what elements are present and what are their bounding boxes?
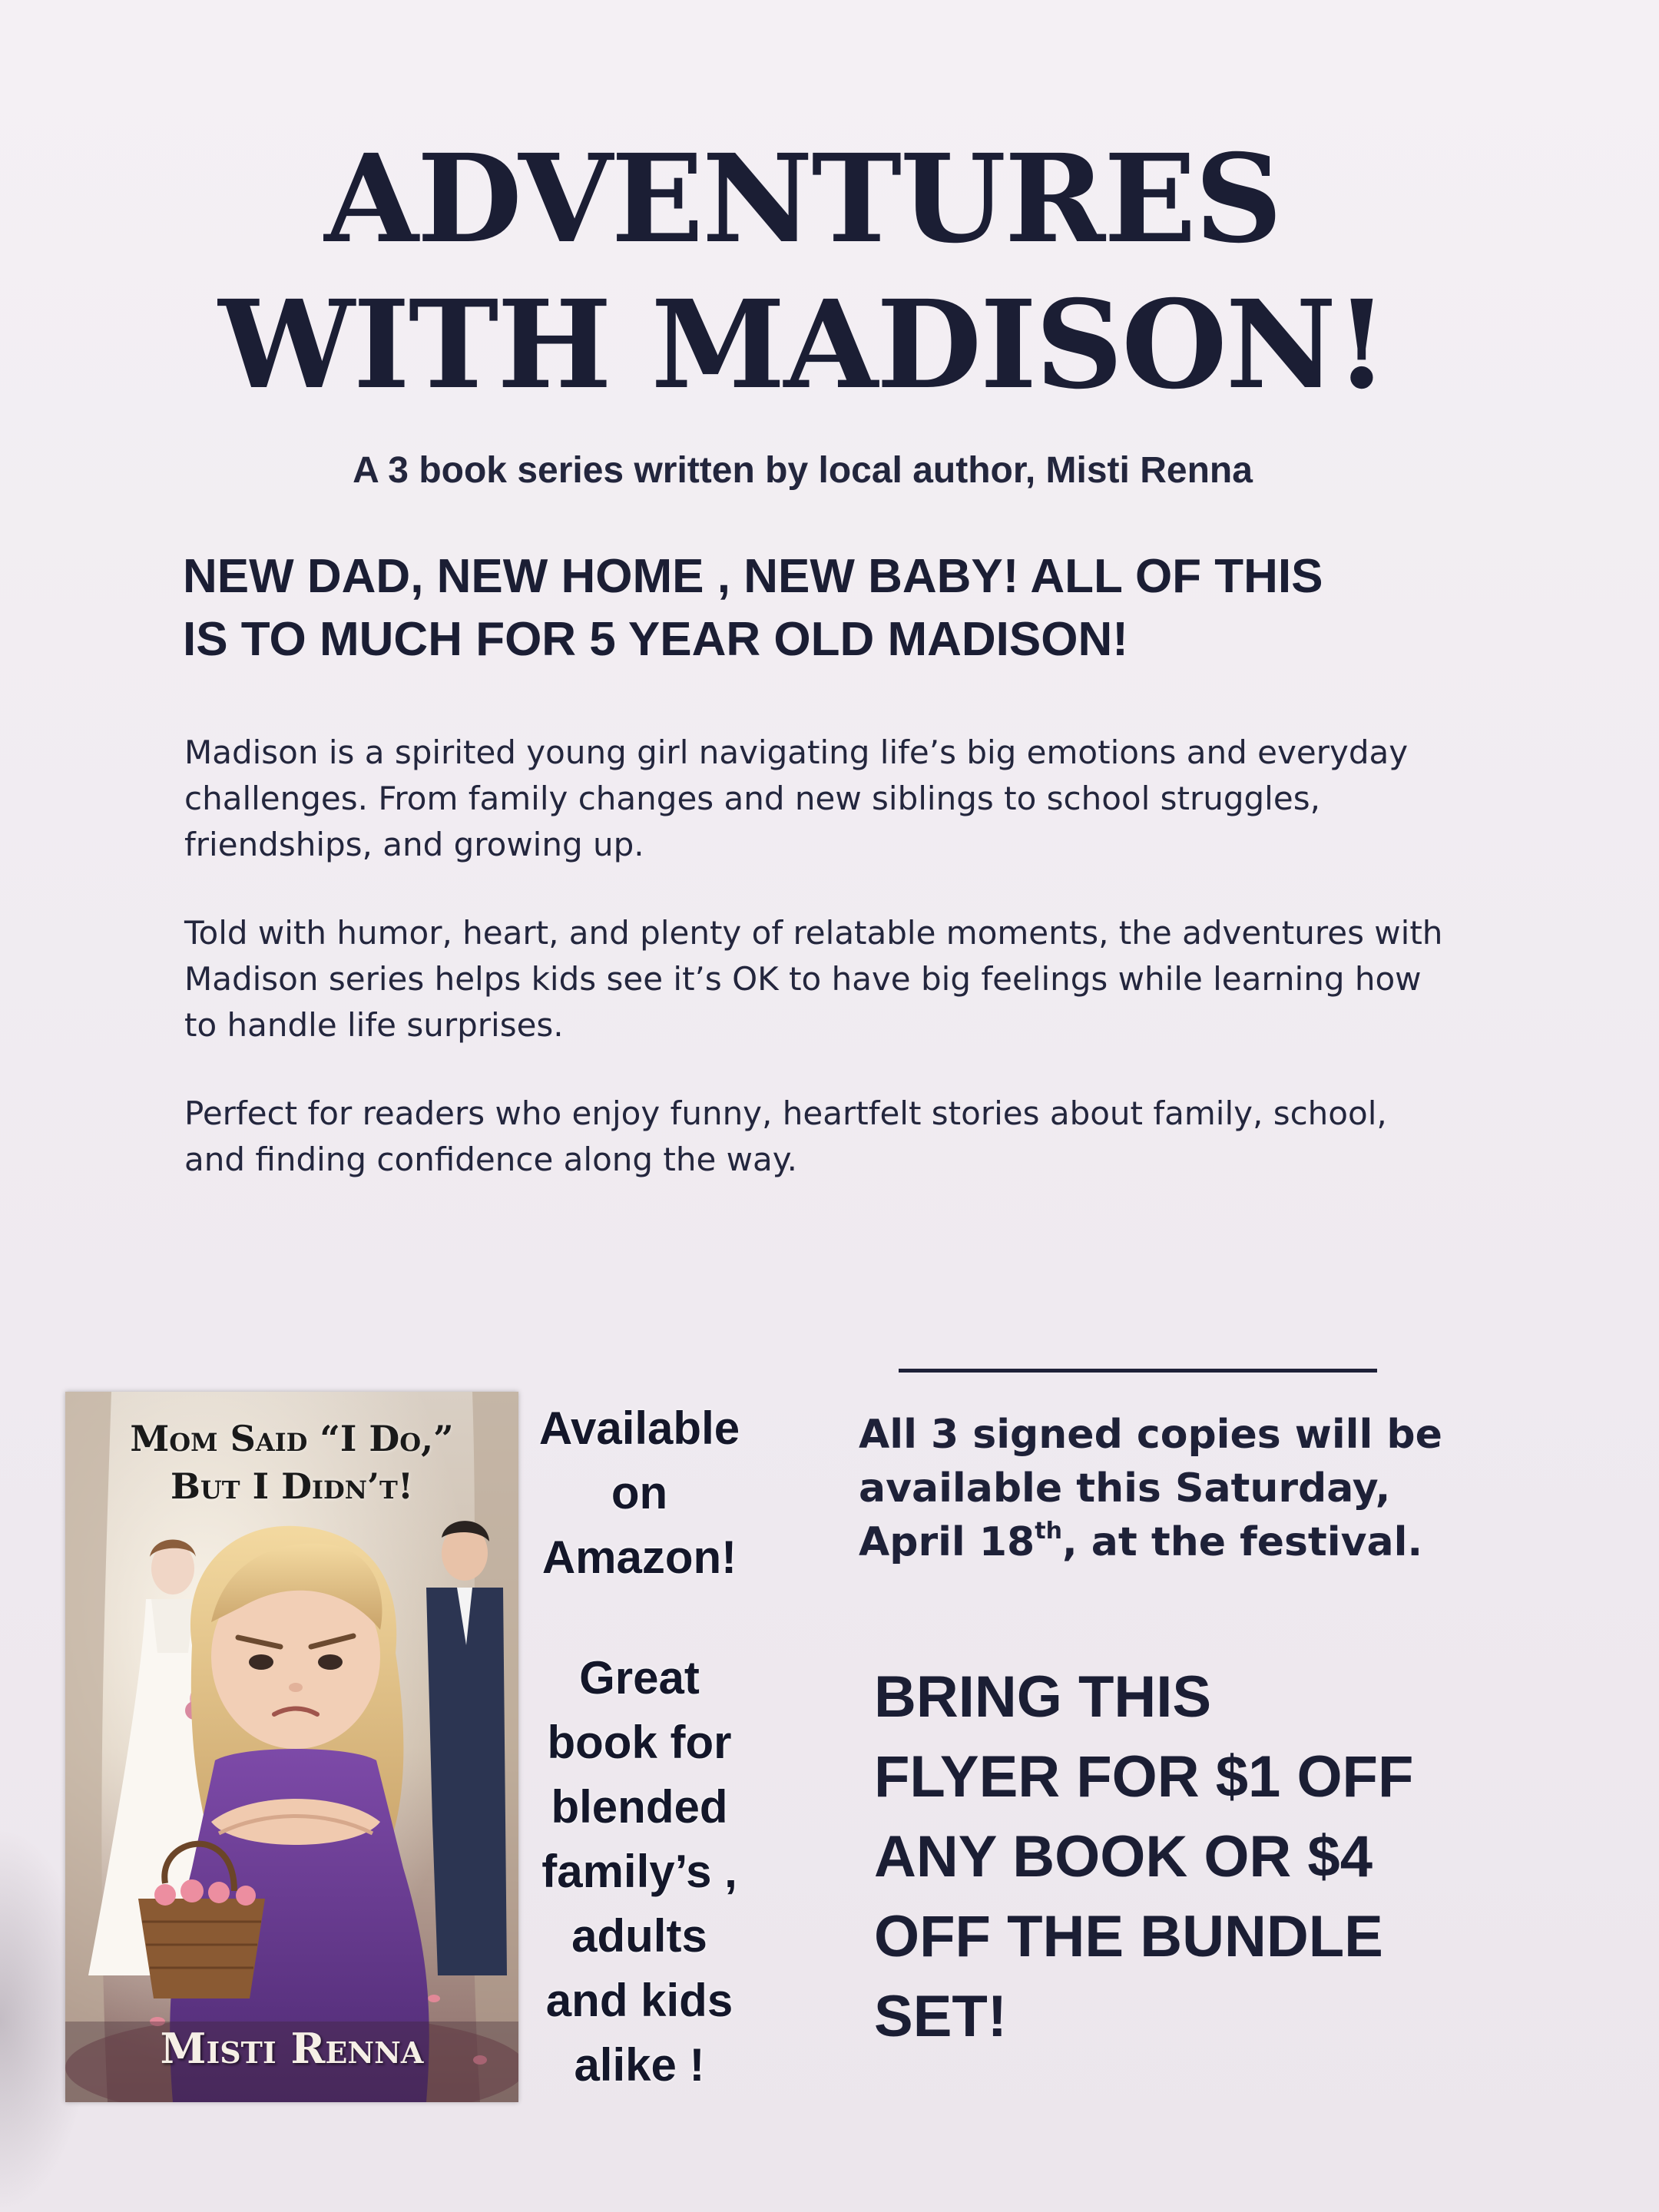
great-line-2: book for xyxy=(547,1717,732,1768)
signed-line-1: All 3 signed copies will be xyxy=(859,1412,1442,1458)
amazon-line-1: Available xyxy=(538,1402,740,1454)
book-cover-title-line-2: But I Didn’t! xyxy=(170,1465,414,1507)
discount-offer xyxy=(874,1657,1458,2057)
headline-line-2: IS TO MUCH FOR 5 YEAR OLD MADISON! xyxy=(183,613,1128,666)
great-line-7: alike ! xyxy=(574,2039,705,2091)
signed-date: April 18 xyxy=(859,1519,1035,1565)
great-line-1: Great xyxy=(579,1652,700,1704)
great-line-4: family’s , xyxy=(541,1846,737,1897)
flyer-headline xyxy=(183,545,1488,671)
title-line-1: ADVENTURES xyxy=(324,128,1281,270)
flyer-title xyxy=(0,127,1605,419)
book-cover-image xyxy=(65,1392,518,2102)
description-paragraph-1: Madison is a spirited young girl navigating life’s big emotions and everyday challenges. From family changes and new siblings to school struggles, friendships, and growing up. xyxy=(184,733,1409,863)
promo-line-3: ANY BOOK OR $4 xyxy=(874,1824,1373,1889)
promo-line-5: SET! xyxy=(874,1984,1008,2049)
signature-line xyxy=(899,1369,1377,1373)
description-paragraph-2: Told with humor, heart, and plenty of relatable moments, the adventures with Madison series helps kids see it’s OK to have big feelings while learning how to handle life surprises. xyxy=(184,914,1443,1044)
audience-note xyxy=(522,1646,757,2098)
amazon-line-2: on xyxy=(611,1467,668,1518)
title-line-2: WITH MADISON! xyxy=(218,274,1387,416)
headline-line-1: NEW DAD, NEW HOME , NEW BABY! ALL OF THIS xyxy=(183,550,1323,603)
signed-line-2: available this Saturday, xyxy=(859,1465,1391,1512)
amazon-availability xyxy=(522,1396,757,1590)
description-paragraph-3: Perfect for readers who enjoy funny, heartfelt stories about family, school, and finding confidence along the way. xyxy=(184,1094,1387,1178)
book-cover-author: Misti Renna xyxy=(160,2024,424,2073)
promo-line-2: FLYER FOR $1 OFF xyxy=(874,1744,1414,1810)
great-line-5: adults xyxy=(571,1910,707,1962)
book-cover-title-line-1: Mom Said “I Do,” xyxy=(130,1418,454,1459)
great-line-6: and kids xyxy=(545,1975,733,2026)
signed-copies-note xyxy=(859,1408,1473,1569)
signed-line-3-end: , at the festival. xyxy=(1061,1519,1423,1565)
signed-date-suffix: th xyxy=(1035,1518,1062,1545)
great-line-3: blended xyxy=(551,1781,728,1833)
flyer-subtitle: A 3 book series written by local author, Misti Renna xyxy=(353,450,1253,491)
promo-line-4: OFF THE BUNDLE xyxy=(874,1904,1383,1969)
amazon-line-3: Amazon! xyxy=(541,1532,737,1583)
book-cover-title xyxy=(65,1415,518,1510)
promo-line-1: BRING THIS xyxy=(874,1664,1212,1730)
